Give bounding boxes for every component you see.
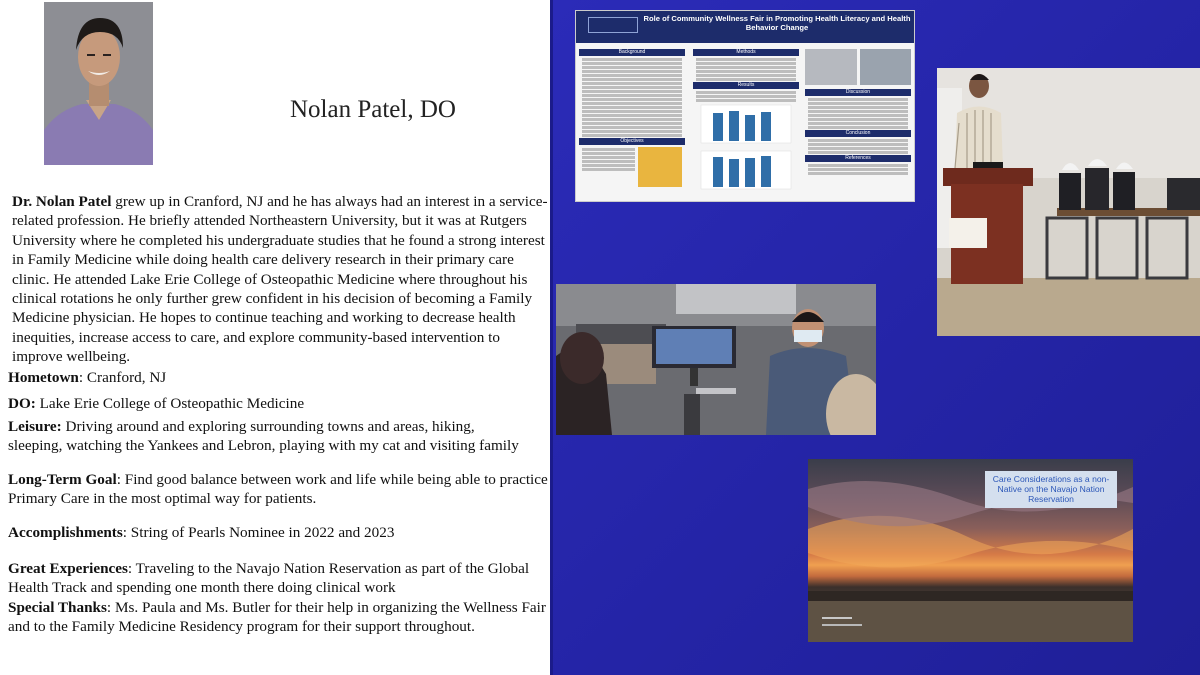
poster-column-middle bbox=[693, 49, 799, 199]
profile-panel bbox=[0, 0, 552, 675]
fact-label: Long-Term Goal bbox=[8, 471, 117, 488]
clinic-training-photo bbox=[556, 284, 876, 435]
presentation-photo bbox=[937, 68, 1200, 336]
fact-label: DO: bbox=[8, 395, 36, 412]
fact-special-thanks: Special Thanks: Ms. Paula and Ms. Butler for their help in organizing the Wellness Fair and to the Family Medicine Residency program for their support throughout. bbox=[8, 599, 546, 636]
fact-leisure bbox=[8, 417, 528, 456]
poster-section-heading: Objectives bbox=[579, 138, 685, 145]
fact-value: Ms. Paula and Ms. Butler for their help in organizing the Wellness Fair and to the Family Medicine Residency program for their support throughout. bbox=[8, 599, 546, 636]
fact-label: Special Thanks bbox=[8, 599, 107, 616]
fact-accomplishments: Accomplishments: String of Pearls Nominee in 2022 and 2023 bbox=[8, 524, 395, 541]
poster-photo bbox=[805, 49, 857, 85]
wellness-day-flyer bbox=[638, 147, 682, 187]
fact-value: Driving around and exploring surrounding towns and areas, hiking, sleeping, watching the Yankees and Lebron, playing with my cat and visiting family bbox=[8, 418, 519, 455]
poster-section-heading: Background bbox=[579, 49, 685, 56]
poster-column-left bbox=[579, 49, 685, 199]
fact-hometown: Hometown: Cranford, NJ bbox=[8, 369, 167, 386]
fact-value: Find good balance between work and life while being able to practice Primary Care in the most optimal way for patients. bbox=[8, 471, 548, 508]
fact-do bbox=[8, 394, 548, 413]
fact-long-term-goal: Long-Term Goal: Find good balance between work and life while being able to practice Primary Care in the most optimal way for patients. bbox=[8, 471, 548, 508]
poster-header bbox=[576, 11, 914, 43]
headshot-photo bbox=[44, 2, 153, 165]
panel-divider bbox=[550, 0, 553, 675]
fact-label: Leisure: bbox=[8, 418, 62, 435]
profile-name: Nolan Patel, DO bbox=[290, 96, 456, 123]
sunset-caption: Care Considerations as a non-Native on the Navajo Nation Reservation bbox=[985, 471, 1117, 508]
fact-label: Hometown bbox=[8, 369, 79, 386]
poster-section-heading: References bbox=[805, 155, 911, 162]
biography bbox=[12, 192, 548, 367]
poster-title: Role of Community Wellness Fair in Promoting Health Literacy and Health Behavior Change bbox=[643, 14, 911, 32]
poster-section-heading: Discussion bbox=[805, 89, 911, 96]
bio-name: Dr. Nolan Patel bbox=[12, 193, 112, 210]
sunset-signature bbox=[822, 617, 862, 626]
fact-label: Great Experiences bbox=[8, 560, 128, 577]
fact-label: Accomplishments bbox=[8, 524, 123, 541]
fact-value: Traveling to the Navajo Nation Reservation as part of the Global Health Track and spending one month there doing clinical work bbox=[8, 560, 530, 597]
poster-section-heading: Conclusion bbox=[805, 130, 911, 137]
poster-photo bbox=[860, 49, 912, 85]
fact-value: Cranford, NJ bbox=[86, 369, 167, 386]
poster-bar-charts bbox=[693, 103, 799, 193]
fact-great-experiences: Great Experiences: Traveling to the Navajo Nation Reservation as part of the Global Health Track and spending one month there doing clinical work bbox=[8, 560, 530, 597]
poster-column-right bbox=[805, 49, 911, 199]
poster-section-heading: Methods bbox=[693, 49, 799, 56]
bio-text: grew up in Cranford, NJ and he has always had an interest in a service-related profession. He briefly attended Northeastern University, but it was at Rutgers University where he completed his undergraduate studies that he found a strong interest in Family Medicine while doing health care delivery research in their primary care clinic. He attended Lake Erie College of Osteopathic Medicine where throughout his clinical rotations he only further grew confident in his decision of becoming a Family Medicine physician. He hopes to continue teaching and working to decrease health inequities, increase access to care, and explore community-based intervention to improve wellbeing. bbox=[12, 193, 548, 366]
poster-section-heading: Results bbox=[693, 82, 799, 89]
fact-value: String of Pearls Nominee in 2022 and 2023 bbox=[130, 524, 395, 541]
fact-value: Lake Erie College of Osteopathic Medicine bbox=[39, 395, 305, 412]
research-poster-image bbox=[575, 10, 915, 202]
hospital-logo bbox=[588, 17, 638, 33]
